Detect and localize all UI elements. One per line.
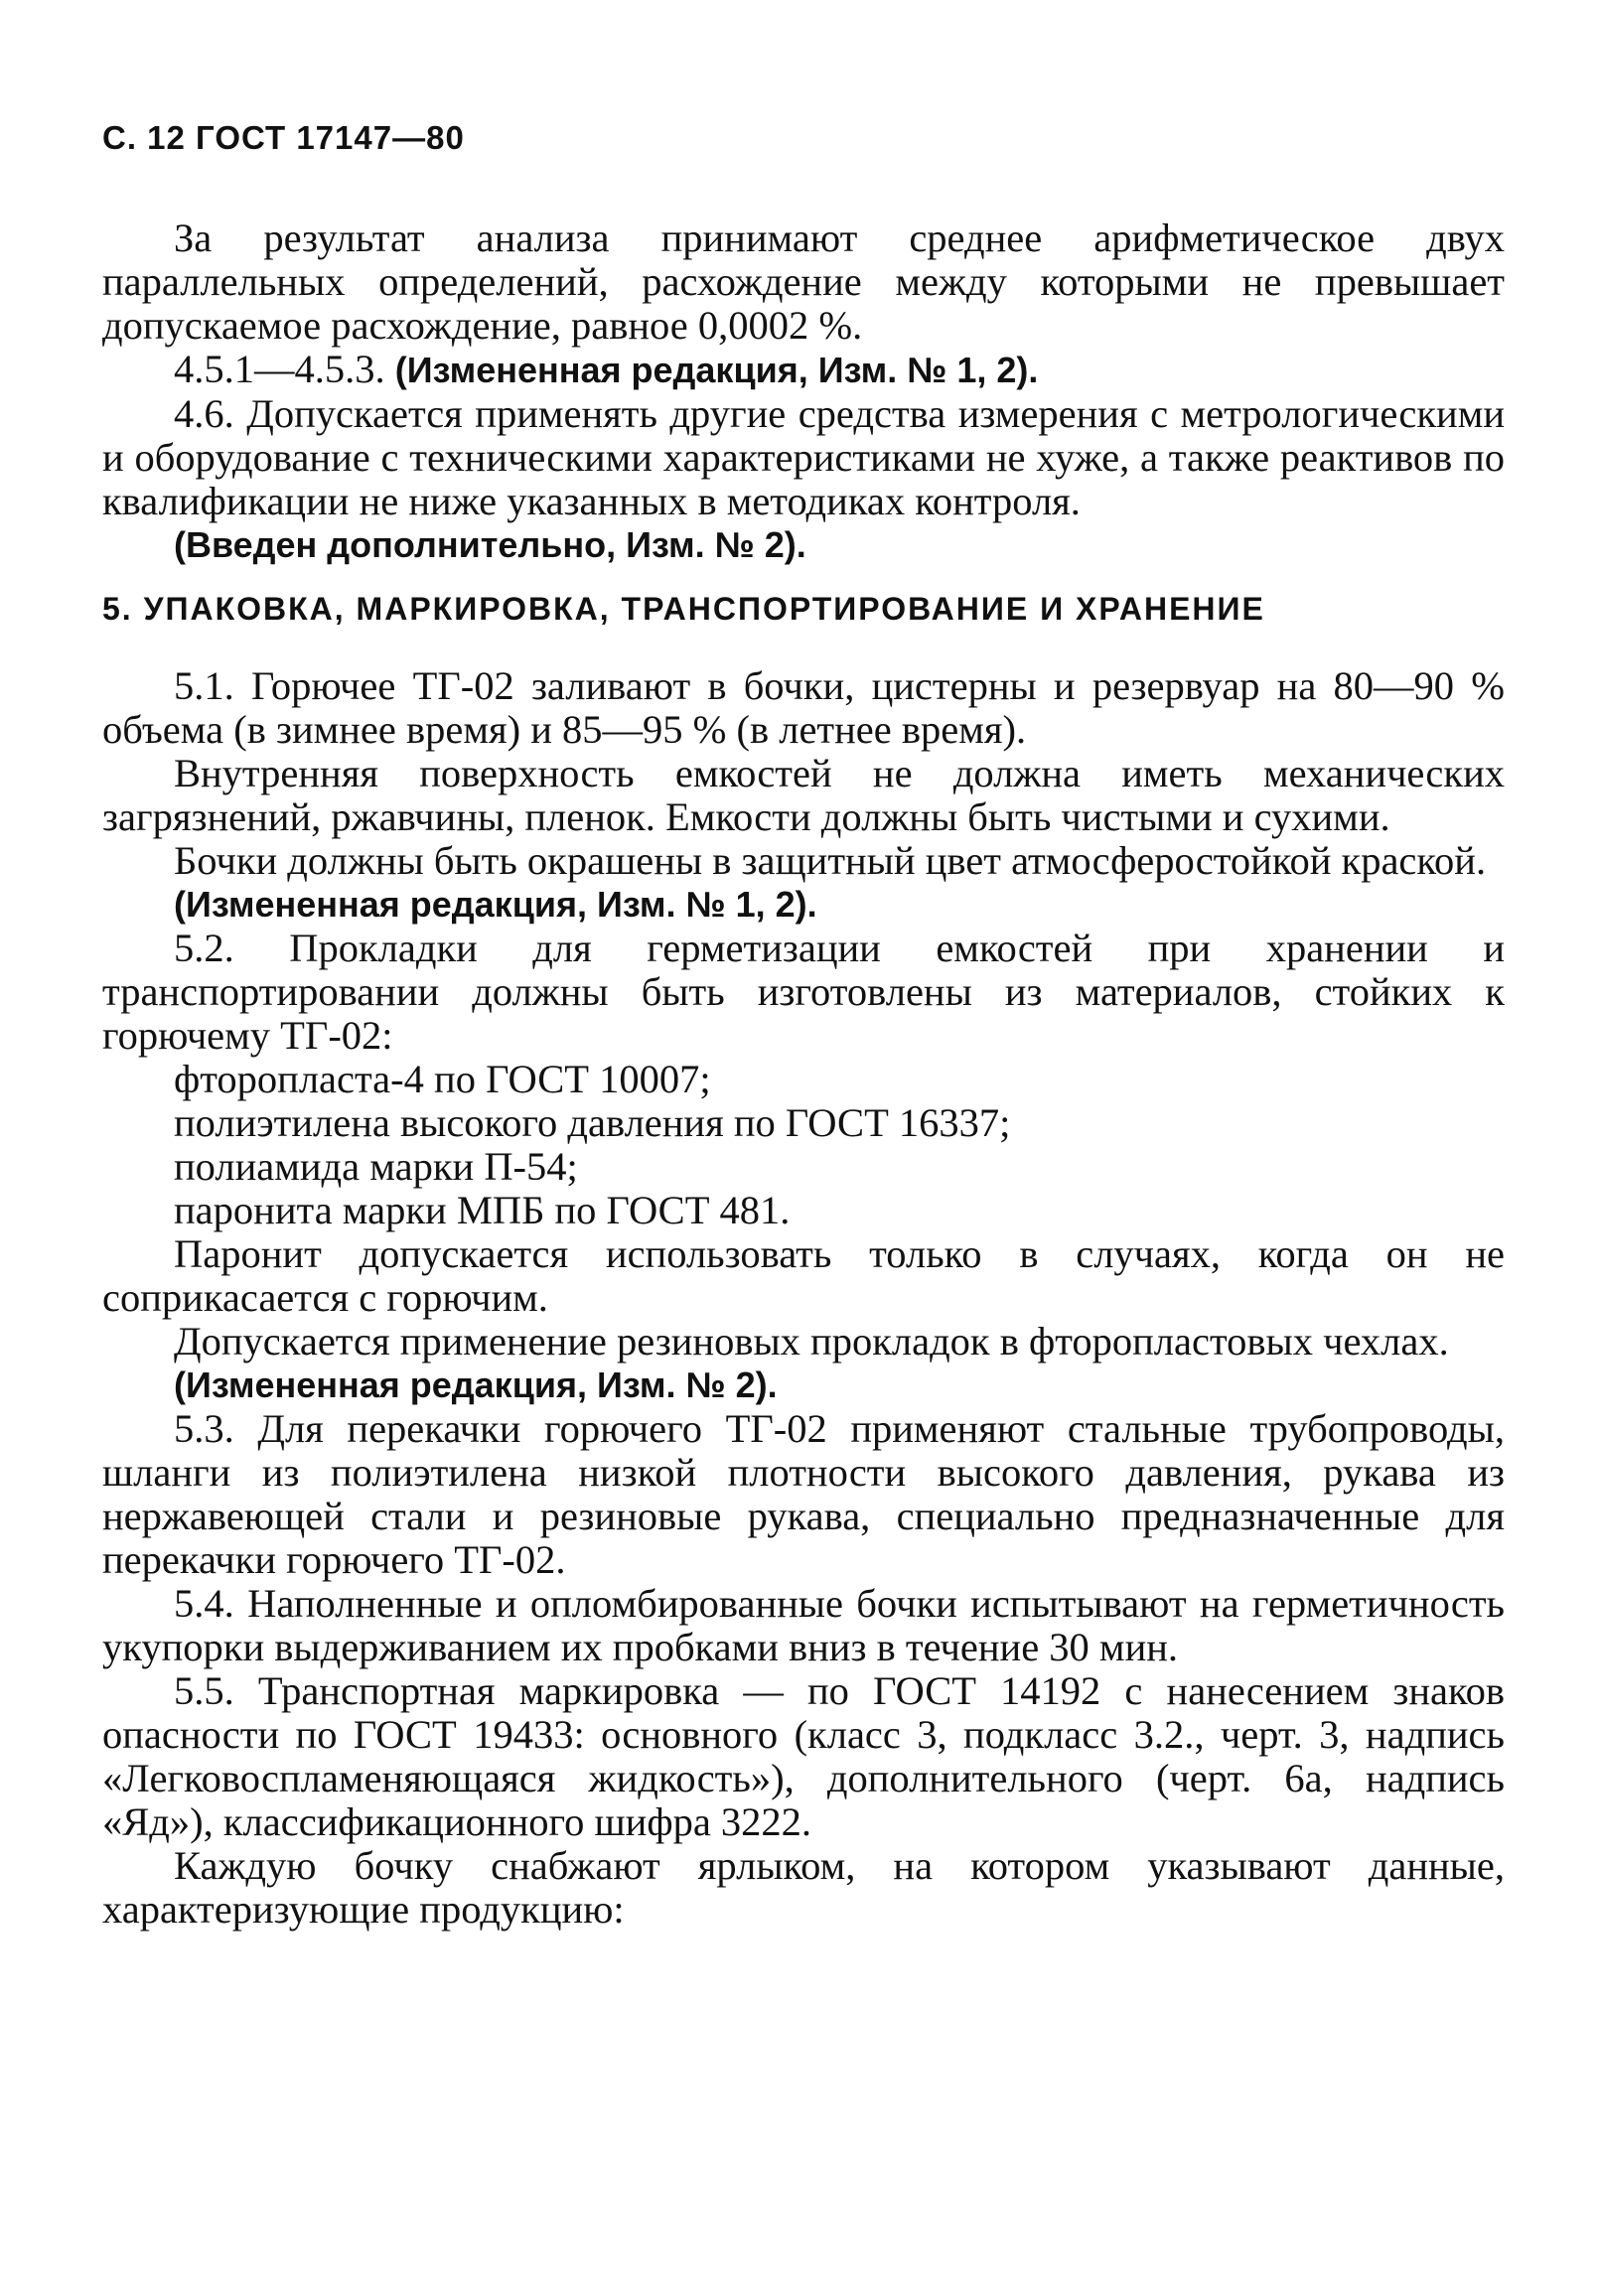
page-header: С. 12 ГОСТ 17147—80 (102, 119, 465, 156)
paragraph-5-1: 5.1. Горючее ТГ-02 заливают в бочки, цистерны и резервуар на 80—90 % объема (в зимнее время) и 85—95 % (в летнее время). (102, 663, 1505, 752)
paragraph-analysis-result: За результат анализа принимают среднее арифметическое двух параллельных определений, расхождение между которыми не превышает допускаемое расхождение, равное 0,0002 %. (102, 215, 1505, 348)
revision-note-5-1: (Измененная редакция, Изм. № 1, 2). (174, 884, 817, 925)
material-item: фторопласта-4 по ГОСТ 10007; (174, 1057, 711, 1101)
paragraph-5-4: 5.4. Наполненные и опломбированные бочки испытывают на герметичность укупорки выдерживанием их пробками вниз в течение 30 мин. (102, 1581, 1505, 1669)
material-item: полиамида марки П-54; (174, 1144, 578, 1189)
revision-note-4-6: (Введен дополнительно, Изм. № 2). (174, 524, 806, 565)
material-item: паронита марки МПБ по ГОСТ 481. (174, 1188, 791, 1232)
revision-note-5-2: (Измененная редакция, Изм. № 2). (174, 1364, 778, 1405)
paragraph-5-5-label: Каждую бочку снабжают ярлыком, на котором указывают данные, характеризующие продукцию: (102, 1843, 1505, 1932)
material-item: полиэтилена высокого давления по ГОСТ 16337; (174, 1100, 1011, 1145)
document-body (102, 216, 1505, 1932)
paragraph-5-1-inner-surface: Внутренняя поверхность емкостей не должна иметь механических загрязнений, ржавчины, пленок. Емкости должны быть чистыми и сухими. (102, 751, 1505, 839)
paragraph-5-5: 5.5. Транспортная маркировка — по ГОСТ 14192 с нанесением знаков опасности по ГОСТ 19433: основного (класс 3, подкласс 3.2., черт. 3, надпись «Легковоспламеняющаяся жидкость»), дополнительного (черт. 6а, надпись «Яд»), классификационного шифра 3222. (102, 1668, 1505, 1844)
paragraph-4-6: 4.6. Допускается применять другие средства измерения с метрологическими и оборудование с техническими характеристиками не хуже, а также реактивов по квалификации не ниже указанных в методиках контроля. (102, 391, 1505, 523)
paragraph-4-5-1-revision (102, 348, 1505, 392)
section-5-title: 5. УПАКОВКА, МАРКИРОВКА, ТРАНСПОРТИРОВАНИЕ И ХРАНЕНИЕ (102, 591, 1265, 627)
revision-note: (Измененная редакция, Изм. № 1, 2). (394, 350, 1039, 390)
clause-number: 4.5.1—4.5.3. (174, 347, 395, 391)
paragraph-5-1-painting: Бочки должны быть окрашены в защитный цвет атмосферостойкой краской. (174, 838, 1487, 883)
paragraph-5-3: 5.3. Для перекачки горючего ТГ-02 применяют стальные трубопроводы, шланги из полиэтилена низкой плотности высокого давления, рукава из нержавеющей стали и резиновые рукава, специально предназначенные для перекачки горючего ТГ-02. (102, 1406, 1505, 1582)
paragraph-5-2-rubber-gaskets: Допускается применение резиновых прокладок в фторопластовых чехлах. (174, 1319, 1449, 1363)
paragraph-5-2: 5.2. Прокладки для герметизации емкостей при хранении и транспортировании должны быть изготовлены из материалов, стойких к горючему ТГ-02: (102, 926, 1505, 1058)
paragraph-5-2-paronit: Паронит допускается использовать только в случаях, когда он не соприкасается с горючим. (102, 1231, 1505, 1320)
